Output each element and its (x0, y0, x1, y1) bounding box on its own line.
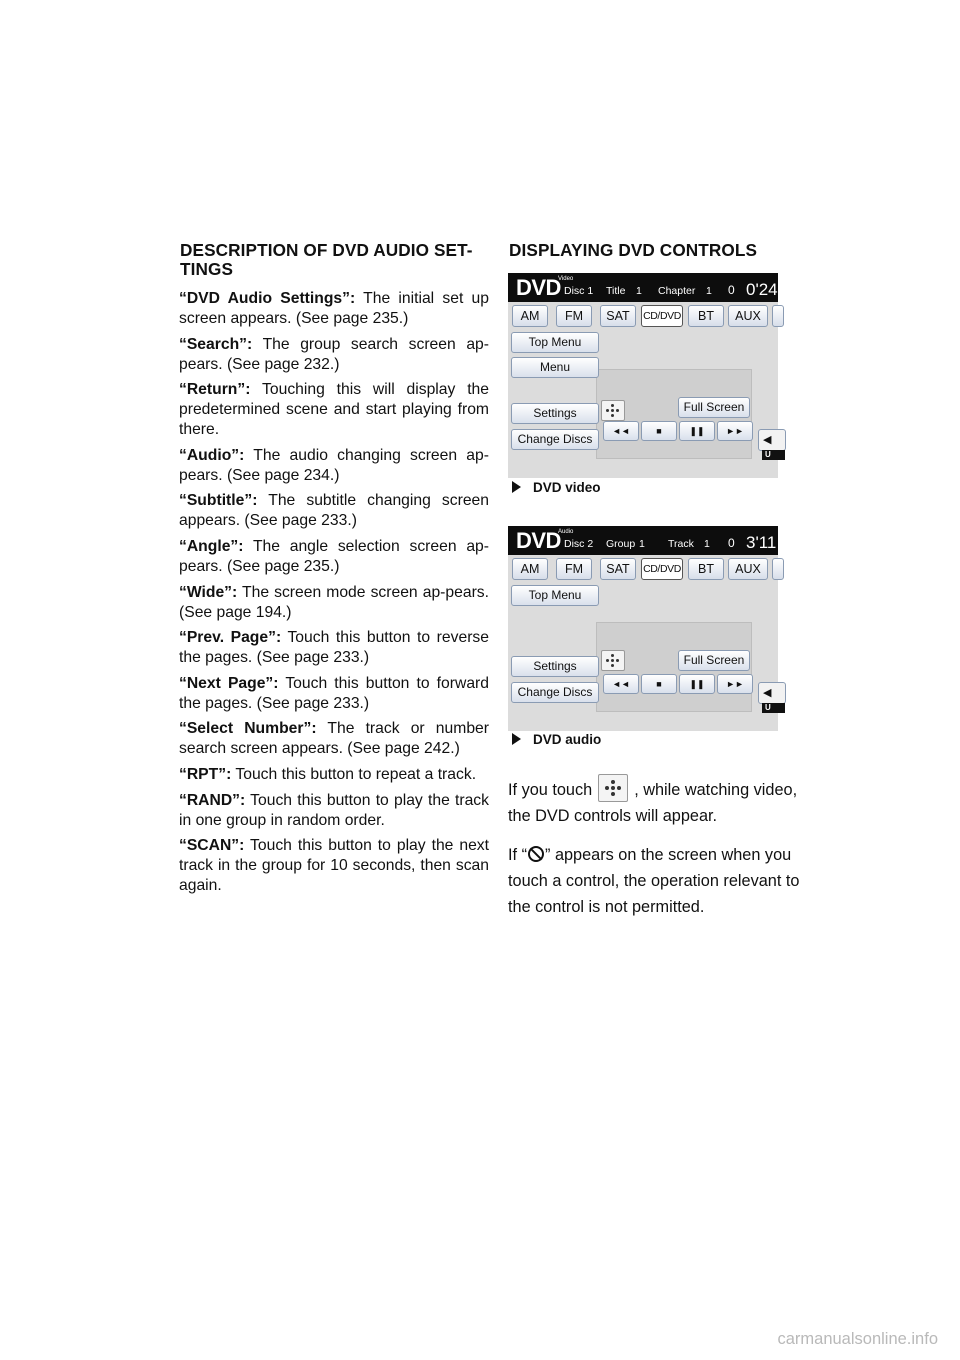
tab-bt[interactable]: BT (688, 305, 724, 327)
status-bar (508, 273, 778, 302)
description-item (179, 791, 489, 831)
tab-more[interactable] (772, 305, 784, 327)
right-column (508, 240, 800, 921)
triangle-icon (512, 733, 521, 745)
description-item (179, 380, 489, 440)
dvd-logo: DVD (516, 528, 561, 553)
item-text: Touch this button to forward the pages. (See page 233.) (179, 674, 489, 712)
description-item (179, 674, 489, 714)
pause-button[interactable]: ❚❚ (679, 674, 715, 694)
triangle-icon (512, 481, 521, 493)
u-tag: U (762, 450, 785, 460)
description-item (179, 446, 489, 486)
item-text: Touch this button to play the track in one group in random order. (179, 791, 489, 829)
description-item (179, 335, 489, 375)
tab-cd-dvd[interactable]: CD/DVD (641, 305, 683, 327)
u-tag: U (762, 703, 785, 713)
tab-am[interactable]: AM (512, 558, 548, 580)
stop-button[interactable]: ■ (641, 421, 677, 441)
item-label: “Select Number”: (179, 720, 317, 738)
item-label: “Next Page”: (179, 674, 279, 692)
menu-button[interactable]: Menu (511, 357, 599, 378)
tab-aux[interactable]: AUX (728, 558, 768, 580)
item-text: Touch this button to reverse the pages. (See page 233.) (179, 629, 489, 667)
source-tabs (508, 558, 778, 580)
chapter-number: 1 (706, 285, 712, 297)
tab-am[interactable]: AM (512, 305, 548, 327)
item-label: “Angle”: (179, 537, 244, 555)
heading-line-2: TINGS (180, 259, 234, 279)
settings-button[interactable]: Settings (511, 656, 599, 677)
description-item (179, 765, 489, 785)
settings-button[interactable]: Settings (511, 403, 599, 424)
move-icon (598, 774, 628, 802)
time-zero: 0 (728, 283, 735, 297)
item-label: “RPT”: (179, 765, 232, 783)
group-number: 1 (639, 538, 645, 550)
item-label: “Return”: (179, 381, 251, 399)
mode-label: Audio (558, 529, 574, 535)
item-text: The subtitle changing screen appears. (See page 233.) (179, 492, 489, 530)
item-label: “RAND”: (179, 791, 246, 809)
heading-line-1: DESCRIPTION OF DVD AUDIO SET- (180, 240, 473, 260)
description-item (179, 719, 489, 759)
stop-button[interactable]: ■ (641, 674, 677, 694)
prohibited-icon (528, 846, 544, 862)
top-menu-button[interactable]: Top Menu (511, 585, 599, 606)
description-item (179, 628, 489, 668)
item-text: Touching this will display the predetermined scene and start playing from there. (179, 381, 489, 439)
instruction-paragraph: If you touch , while watching video, the DVD controls will appear. (508, 774, 808, 829)
tab-sat[interactable]: SAT (600, 305, 636, 327)
tab-fm[interactable]: FM (556, 558, 592, 580)
description-item (179, 583, 489, 623)
change-discs-button[interactable]: Change Discs (511, 429, 599, 450)
item-label: “Wide”: (179, 583, 238, 601)
fast-forward-button[interactable]: ►► (717, 674, 753, 694)
fast-forward-button[interactable]: ►► (717, 421, 753, 441)
move-icon[interactable] (601, 400, 625, 421)
tab-sat[interactable]: SAT (600, 558, 636, 580)
full-screen-button[interactable]: Full Screen (678, 397, 750, 418)
item-label: “SCAN”: (179, 837, 245, 855)
volume-icon[interactable]: ◀ (758, 429, 786, 451)
tab-aux[interactable]: AUX (728, 305, 768, 327)
caption-dvd-video: DVD video (508, 480, 601, 495)
dvd-audio-screen (508, 526, 778, 731)
rewind-button[interactable]: ◄◄ (603, 421, 639, 441)
chapter-label: Chapter (658, 285, 696, 297)
item-text: The initial set up screen appears. (See page 235.) (179, 290, 489, 327)
title-label: Title (606, 285, 626, 297)
item-label: “Subtitle”: (179, 492, 258, 510)
item-label: “Audio”: (179, 446, 245, 464)
tab-bt[interactable]: BT (688, 558, 724, 580)
description-item (179, 836, 489, 896)
disc-label: Disc 1 (564, 285, 594, 297)
full-screen-button[interactable]: Full Screen (678, 650, 750, 671)
pause-button[interactable]: ❚❚ (679, 421, 715, 441)
left-column (179, 240, 489, 895)
volume-icon[interactable]: ◀ (758, 682, 786, 704)
group-label: Group (606, 538, 636, 550)
status-bar (508, 526, 778, 555)
dvd-logo: DVD (516, 275, 561, 300)
item-text: The track or number search screen appears. (See page 242.) (179, 720, 489, 758)
caption-dvd-audio: DVD audio (508, 732, 601, 747)
description-item (179, 537, 489, 577)
section-heading-right: DISPLAYING DVD CONTROLS (509, 240, 758, 260)
move-icon[interactable] (601, 650, 625, 671)
description-item (179, 491, 489, 531)
tab-fm[interactable]: FM (556, 305, 592, 327)
top-menu-button[interactable]: Top Menu (511, 332, 599, 353)
item-text: The group search screen ap-pears. (See page 232.) (179, 335, 489, 373)
item-text: The audio changing screen ap-pears. (See page 234.) (179, 446, 489, 484)
watermark: carmanualsonline.info (777, 1330, 938, 1348)
item-text: The angle selection screen ap-pears. (See page 235.) (179, 537, 489, 575)
change-discs-button[interactable]: Change Discs (511, 682, 599, 703)
time-zero: 0 (728, 536, 735, 550)
description-item (179, 289, 489, 329)
track-label: Track (668, 538, 694, 550)
item-label: “DVD Audio Settings”: (179, 290, 356, 307)
track-number: 1 (704, 538, 710, 550)
section-heading (180, 241, 489, 279)
item-label: “Prev. Page”: (179, 629, 282, 647)
source-tabs (508, 305, 778, 327)
tab-cd-dvd[interactable]: CD/DVD (641, 558, 683, 580)
item-label: “Search”: (179, 335, 253, 353)
note-paragraph: If “ ” appears on the screen when you touch a control, the operation relevant to the control is not permitted. (508, 846, 800, 916)
item-text: The screen mode screen ap-pears. (See page 194.) (179, 583, 489, 621)
item-text: Touch this button to repeat a track. (231, 765, 477, 783)
mode-label: Video (558, 276, 574, 282)
elapsed-time: 3'11 (746, 533, 777, 552)
elapsed-time: 0'24 (746, 280, 778, 299)
title-number: 1 (636, 285, 642, 297)
rewind-button[interactable]: ◄◄ (603, 674, 639, 694)
item-text: Touch this button to play the next track in the group for 10 seconds, then scan again. (179, 837, 489, 895)
tab-more[interactable] (772, 558, 784, 580)
disc-label: Disc 2 (564, 538, 594, 550)
dvd-video-screen (508, 273, 778, 478)
